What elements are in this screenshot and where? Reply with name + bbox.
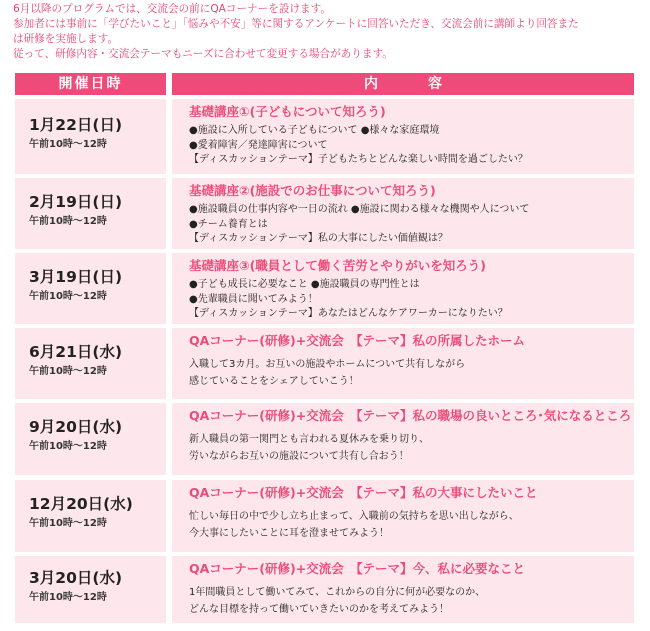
program-row	[15, 403, 634, 475]
content-column-header: 内 容	[172, 73, 634, 95]
program-row	[15, 328, 634, 399]
content-cell	[172, 328, 634, 399]
program-row	[15, 253, 634, 324]
event-time: 午前10時～12時	[29, 591, 107, 603]
session-detail-line: 【ディスカッションテーマ】あなたはどんなケアワーカーになりたい？	[189, 308, 508, 319]
session-title: QAコーナー(研修)+交流会 【テーマ】私の所属したホーム	[189, 333, 525, 348]
session-title: 基礎講座②(施設でのお仕事について知ろう)	[189, 183, 436, 198]
session-detail-line: 忙しい毎日の中で少し立ち止まって、入職前の気持ちを思い出しながら、	[189, 511, 519, 522]
session-detail-line: 【ディスカッションテーマ】子どもたちとどんな楽しい時間を過ごしたい？	[189, 154, 528, 165]
session-detail-line: ●チーム養育とは	[189, 218, 268, 230]
content-cell	[172, 480, 634, 552]
session-detail-line: 感じていることをシェアしていこう！	[189, 376, 359, 387]
content-cell	[172, 178, 634, 249]
session-detail-line: 入職して3カ月。お互いの施設やホームについて共有しながら	[189, 359, 466, 370]
session-detail-line: 1年間職員として働いてみて、これからの自分に何が必要なのか、	[189, 587, 486, 598]
event-time: 午前10時～12時	[29, 290, 107, 302]
event-date: 6月21日(水)	[29, 342, 123, 361]
session-detail-line: 労いながらお互いの施設について共有し合おう！	[189, 451, 409, 462]
session-detail-line: 今大事にしたいことに耳を澄ませてみよう！	[189, 528, 389, 539]
date-cell	[15, 99, 166, 174]
session-detail-line: どんな目標を持って働いていきたいのかを考えてみよう！	[189, 604, 449, 615]
program-row	[15, 178, 634, 249]
content-cell	[172, 253, 634, 324]
session-title: QAコーナー(研修)+交流会 【テーマ】今、私に必要なこと	[189, 561, 525, 576]
event-time: 午前10時～12時	[29, 215, 107, 227]
program-row	[15, 99, 634, 174]
program-row	[15, 480, 634, 552]
date-column-header: 開催日時	[15, 73, 166, 95]
event-time: 午前10時～12時	[29, 517, 107, 529]
content-cell	[172, 556, 634, 623]
session-detail-line: 新人職員の第一関門とも言われる夏休みを乗り切り、	[189, 434, 429, 445]
session-title: QAコーナー(研修)+交流会 【テーマ】私の職場の良いところ･気になるところ	[189, 408, 632, 423]
date-cell	[15, 253, 166, 324]
session-detail-line: ●愛着障害／発達障害について	[189, 139, 328, 151]
intro-line-2b: は研修を実施します。	[13, 33, 119, 45]
session-detail-line: ●先輩職員に聞いてみよう！	[189, 293, 318, 305]
session-title: 基礎講座③(職員として働く苦労とやりがいを知ろう)	[189, 258, 487, 273]
event-time: 午前10時～12時	[29, 440, 107, 452]
event-date: 3月19日(日)	[29, 267, 123, 286]
intro-line-3: 従って、研修内容・交流会テーマもニーズに合わせて変更する場合があります。	[13, 48, 393, 60]
event-time: 午前10時～12時	[29, 138, 107, 150]
session-title: 基礎講座①(子どもについて知ろう)	[189, 104, 386, 119]
session-title: QAコーナー(研修)+交流会 【テーマ】私の大事にしたいこと	[189, 485, 538, 500]
event-time: 午前10時～12時	[29, 365, 107, 377]
event-date: 3月20日(水)	[29, 568, 123, 587]
content-cell	[172, 99, 634, 174]
program-row	[15, 556, 634, 623]
intro-line-1: 6月以降のプログラムでは、交流会の前にQAコーナーを設けます。	[13, 3, 331, 15]
date-cell	[15, 328, 166, 399]
event-date: 1月22日(日)	[29, 115, 123, 134]
date-cell	[15, 556, 166, 623]
event-date: 2月19日(日)	[29, 192, 123, 211]
session-detail-line: ●施設に入所している子どもについて ●様々な家庭環境	[189, 125, 440, 136]
date-cell	[15, 178, 166, 249]
event-date: 12月20日(水)	[29, 494, 133, 513]
intro-text	[13, 2, 643, 62]
session-detail-line: ●施設職員の仕事内容や一日の流れ ●施設に関わる様々な機関や人について	[189, 204, 530, 215]
content-cell	[172, 403, 634, 475]
session-detail-line: ●子ども成長に必要なこと ●施設職員の専門性とは	[189, 279, 420, 290]
date-cell	[15, 403, 166, 475]
date-cell	[15, 480, 166, 552]
session-detail-line: 【ディスカッションテーマ】私の大事にしたい価値観は？	[189, 233, 448, 244]
event-date: 9月20日(水)	[29, 417, 123, 436]
intro-line-2a: 参加者には事前に「学びたいこと」「悩みや不安」等に関するアンケートに回答いただき、交流会前に講師より回答また	[13, 18, 579, 30]
